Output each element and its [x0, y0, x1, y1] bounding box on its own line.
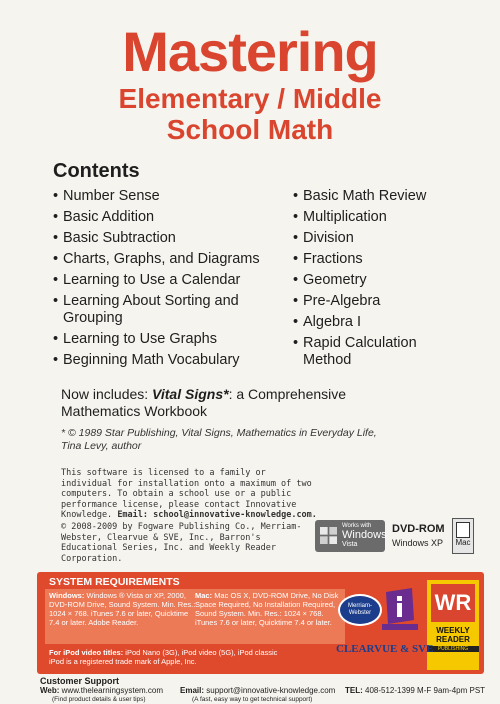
list-item: • Number Sense: [53, 188, 283, 205]
ipod-label: For iPod video titles:: [49, 648, 124, 657]
license-text: [61, 468, 321, 521]
list-item: • Rapid Calculation Method: [293, 335, 453, 369]
list-item: • Geometry: [293, 272, 483, 289]
windows-requirements: [49, 591, 199, 627]
customer-support-heading: Customer Support: [40, 676, 120, 686]
title-mastering: Mastering: [122, 20, 378, 83]
windows-xp-label: Windows XP: [392, 538, 444, 548]
list-item: • Pre-Algebra: [293, 293, 483, 310]
weekly-reader-mark: WR: [431, 584, 475, 622]
license-body: This software is licensed to a family or individual for installation onto a maximum of two computers. To obtain a school use or a public performance license, please contact Innovative Knowledge.: [61, 468, 312, 520]
merriam-webster-text: Merriam-Webster: [348, 603, 372, 616]
mac-req-label: Mac:: [195, 591, 213, 600]
ipod-trademark: iPod is a registered trade mark of Apple, Inc.: [49, 657, 197, 666]
list-item: • Algebra I: [293, 314, 483, 331]
dvd-rom-label: DVD-ROM: [392, 523, 445, 535]
vital-suffix: : a Comprehensive Mathematics Workbook: [61, 386, 347, 419]
support-web-sub: (Find product details & user tips): [52, 696, 146, 703]
support-email-label: Email:: [180, 686, 205, 695]
mac-req-text: Mac OS X, DVD-ROM Drive, No Disk Space Required, No Installation Required, Sound System. Min. Res.: 1024 × 768. iTunes 7.6 or later, Quicktime 7.4 or later.: [195, 591, 339, 627]
windows-logo-icon: [320, 527, 337, 544]
contents-list-right: [293, 188, 483, 373]
innovative-knowledge-icon: [382, 586, 418, 630]
support-email: [180, 686, 335, 704]
support-phone: [345, 686, 485, 695]
weekly-reader-text: WEEKLY READER: [436, 626, 470, 644]
windows-req-label: Windows:: [49, 591, 85, 600]
list-item: • Basic Subtraction: [53, 230, 283, 247]
ipod-requirements: [49, 648, 349, 666]
license-email: school@innovative-knowledge.com.: [153, 510, 317, 520]
support-web: [40, 686, 163, 704]
merriam-webster-logo: [338, 594, 382, 626]
list-item: • Multiplication: [293, 209, 483, 226]
list-item: • Fractions: [293, 251, 483, 268]
vital-name: Vital Signs*: [152, 386, 229, 402]
weekly-reader-logo: [427, 580, 479, 670]
windows-vista-badge: [315, 520, 385, 552]
innovative-knowledge-logo: [382, 586, 418, 630]
ipod-text: iPod Nano (3G), iPod video (5G), iPod classic: [125, 648, 278, 657]
list-item: • Charts, Graphs, and Diagrams: [53, 251, 283, 268]
contents-list-left: [53, 188, 283, 373]
license-email-label: Email:: [117, 510, 149, 520]
title-school-math: School Math: [166, 114, 334, 145]
support-web-label: Web:: [40, 686, 60, 695]
list-item: • Division: [293, 230, 483, 247]
mac-face-icon: [456, 522, 470, 538]
support-web-link[interactable]: www.thelearningsystem.com: [61, 686, 164, 695]
vital-signs-note: [61, 386, 411, 420]
support-tel: 408-512-1399 M-F 9am-4pm PST: [365, 686, 486, 695]
vista-name: Vista: [342, 541, 358, 548]
footnote: * © 1989 Star Publishing, Vital Signs, Mathematics in Everyday Life, Tina Levy, author: [61, 427, 377, 452]
mac-label: Mac: [455, 538, 471, 547]
list-item: • Beginning Math Vocabulary: [53, 352, 283, 369]
system-requirements-heading: SYSTEM REQUIREMENTS: [49, 576, 180, 588]
title-elementary-middle: Elementary / Middle: [118, 83, 382, 114]
weekly-reader-publishing: PUBLISHING: [427, 646, 479, 652]
list-item: • Learning About Sorting and Grouping: [53, 293, 248, 327]
list-item: • Learning to Use Graphs: [53, 331, 283, 348]
windows-req-text: Windows ® Vista or XP, 2000, DVD-ROM Drive, Sound System. Min. Res.: 1024 × 768. iTunes 7.6 or later, Quicktime 7.4 or later. Adobe Reader.: [49, 591, 196, 627]
clearvue-logo: CLEARVUE & SVE: [336, 643, 434, 655]
mac-requirements: [195, 591, 345, 627]
copyright-text: © 2008-2009 by Fogware Publishing Co., Merriam-Webster, Clearvue & SVE, Inc., Barron's Educational Series, Inc. and Weekly Reader Corporation.: [61, 522, 302, 564]
list-item: • Basic Math Review: [293, 188, 483, 205]
list-item: • Basic Addition: [53, 209, 283, 226]
support-email-sub: (A fast, easy way to get technical support): [192, 696, 313, 703]
vista-works-with: Works with: [342, 523, 372, 529]
list-item: • Learning to Use a Calendar: [53, 272, 283, 289]
contents-heading: Contents: [53, 160, 140, 182]
support-email-link[interactable]: support@innovative-knowledge.com: [206, 686, 336, 695]
vista-windows: Windows: [342, 529, 387, 541]
support-tel-label: TEL:: [345, 686, 363, 695]
vital-prefix: Now includes:: [61, 386, 149, 402]
mac-icon: [452, 518, 474, 554]
